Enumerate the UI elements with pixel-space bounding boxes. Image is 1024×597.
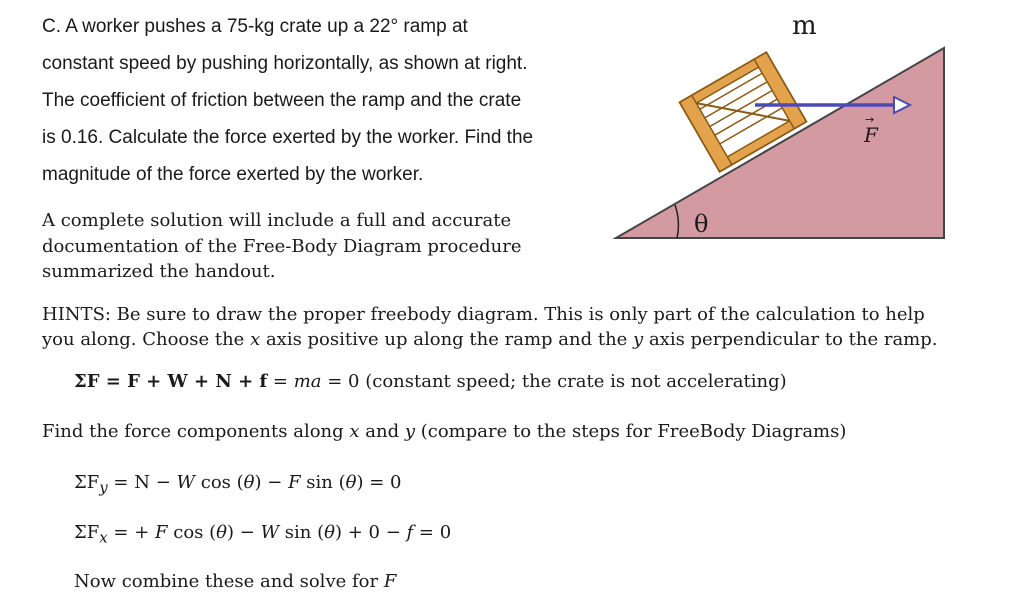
hints-line: HINTS: Be sure to draw the proper freebody diagram. This is only part of the calculation to help — [42, 304, 925, 325]
fy-equation: $\Sigma F_y = N - W$ cos (θ) − F sin (θ) = 0 — [74, 472, 402, 497]
fx-equation: $\Sigma F_x$ = + F cos (θ) − W sin (θ) + 0 − f = 0 — [74, 522, 452, 547]
solution-line: A complete solution will include a full and accurate — [42, 210, 512, 231]
mass-label: m — [792, 11, 817, 41]
force-label: F — [864, 123, 878, 147]
problem-line: is 0.16. Calculate the force exerted by the worker. Find the — [42, 127, 534, 148]
hints-line: you along. Choose the x axis positive up along the ramp and the y axis perpendicular to the ramp. — [42, 329, 938, 350]
problem-line: The coefficient of friction between the ramp and the crate — [42, 90, 522, 111]
hints — [42, 302, 1002, 352]
net-force-equation: ΣF = F + W + N + f = ma = 0 (constant speed; the crate is not accelerating) — [74, 371, 787, 392]
ramp-diagram — [600, 0, 960, 250]
solution-line: documentation of the Free-Body Diagram procedure — [42, 235, 522, 257]
combine-instruction: Now combine these and solve for F — [74, 571, 397, 592]
solution-note — [42, 208, 602, 285]
problem-line: magnitude of the force exerted by the worker. — [42, 164, 424, 185]
find-components-text: Find the force components along x and y (compare to the steps for FreeBody Diagrams) — [42, 421, 847, 442]
problem-statement — [42, 8, 622, 193]
force-vector-mark: → — [865, 113, 875, 126]
problem-line: C. A worker pushes a 75-kg crate up a 22° ramp at — [42, 16, 468, 37]
solution-line: summarized the handout. — [42, 261, 276, 282]
problem-line: constant speed by pushing horizontally, as shown at right. — [42, 53, 528, 74]
angle-label: θ — [694, 210, 709, 238]
